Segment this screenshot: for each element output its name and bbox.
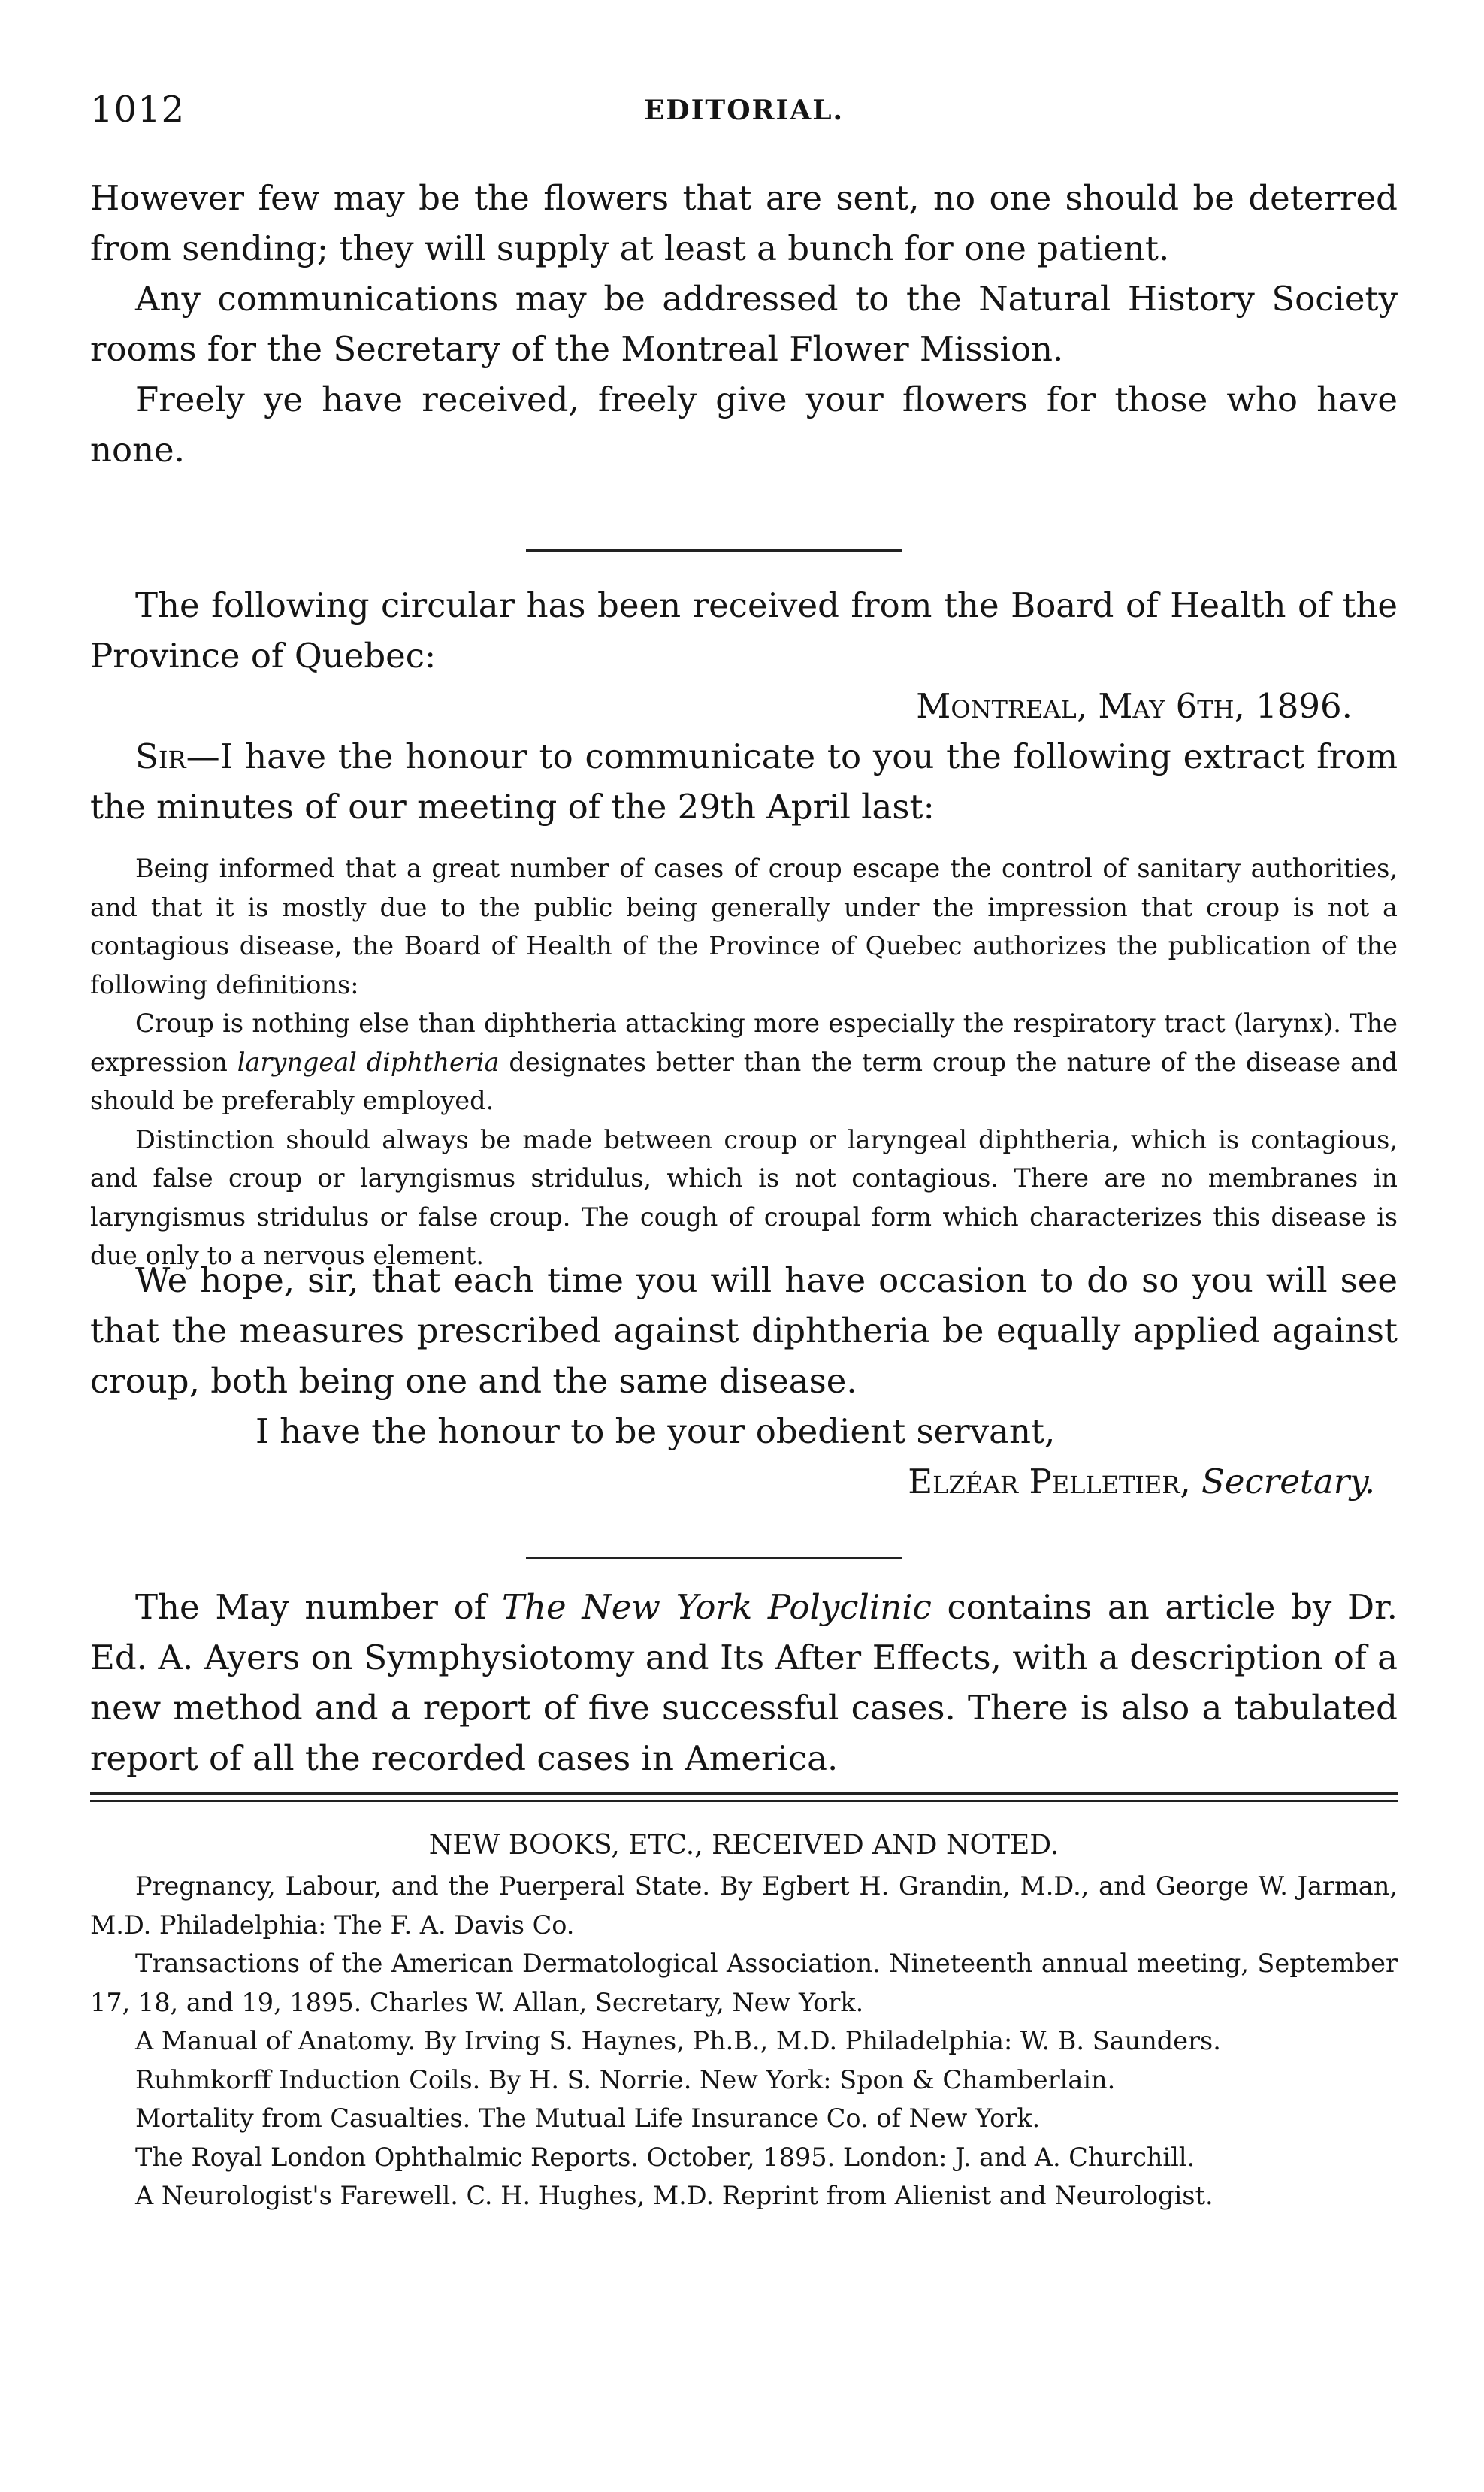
extract-paragraph [90, 1004, 1398, 1120]
section-heading: NEW BOOKS, ETC., RECEIVED AND NOTED. [428, 1830, 1059, 1861]
signature-name: Elzéar Pelletier, [908, 1462, 1191, 1502]
double-rule-bottom [90, 1800, 1398, 1802]
polyclinic-section [90, 1582, 1398, 1783]
paragraph: We hope, sir, that each time you will have occasion to do so you will see that the measures prescribed against diphtheria be equally applied against croup, both being one and the same disease. [90, 1260, 1398, 1401]
paragraph: However few may be the flowers that are sent, no one should be deterred from sending; they will supply at least a bunch for one patient. [90, 178, 1398, 268]
section-divider [526, 1557, 902, 1559]
paragraph: Freely ye have received, freely give your flowers for those who have none. [90, 380, 1398, 470]
circular-section [90, 580, 1398, 832]
paragraph [90, 1582, 1398, 1783]
page-number: 1012 [90, 89, 186, 131]
book-entry: Transactions of the American Dermatological Association. Nineteenth annual meeting, September 17, 18, and 19, 1895. Charles W. Allan, Secretary, New York. [90, 1949, 1398, 2017]
text: The May number of [135, 1587, 503, 1627]
book-entry: A Neurologist's Farewell. C. H. Hughes, M.D. Reprint from Alienist and Neurologist. [135, 2181, 1213, 2210]
page-header [90, 89, 1398, 134]
book-entry: Ruhmkorff Induction Coils. By H. S. Norrie. New York: Spon & Chamberlain. [135, 2064, 1116, 2094]
extract-paragraph: Distinction should always be made between croup or laryngeal diphtheria, which is contagious, and false croup or laryngismus stridulus, which is not contagious. There are no membranes in laryngismus stridulus or false croup. The cough of croupal form which characterizes this disease is due only to a nervous element. [90, 1124, 1398, 1270]
italic-term: laryngeal diphtheria [237, 1047, 500, 1077]
book-entry: The Royal London Ophthalmic Reports. October, 1895. London: J. and A. Churchill. [135, 2142, 1195, 2172]
text: designates better than the term croup the nature of the disease and should be preferably employed. [90, 1047, 1398, 1115]
book-entry: A Manual of Anatomy. By Irving S. Haynes, Ph.B., M.D. Philadelphia: W. B. Saunders. [135, 2026, 1221, 2055]
text: Croup is nothing else than diphtheria attacking more especially the respiratory tract (larynx). The expression [90, 1009, 1398, 1077]
signature [90, 1456, 1398, 1507]
flower-mission-section [90, 173, 1398, 475]
paragraph: Any communications may be addressed to the Natural History Society rooms for the Secretary of the Montreal Flower Mission. [90, 279, 1398, 369]
board-extract [90, 849, 1398, 1275]
valediction: I have the honour to be your obedient servant, [255, 1411, 1056, 1451]
salutation-text: —I have the honour to communicate to you the following extract from the minutes of our meeting of the 29th April last: [90, 736, 1398, 827]
signature-title: Secretary. [1201, 1462, 1375, 1502]
extract-paragraph: Being informed that a great number of cases of croup escape the control of sanitary authorities, and that it is mostly due to the public being generally under the impression that croup is not a contagious disease, the Board of Health of the Province of Quebec authorizes the publication of the following definitions: [90, 854, 1398, 1000]
running-title: EDITORIAL. [643, 95, 845, 126]
book-entry: Mortality from Casualties. The Mutual Life Insurance Co. of New York. [135, 2103, 1041, 2133]
new-books-section [90, 1825, 1398, 2215]
section-divider [526, 549, 902, 552]
text: contains an article by Dr. Ed. A. Ayers on Symphysiotomy and Its After Effects, with a description of a new method and a report of five successful cases. There is also a tabulated report of all the recorded cases in America. [90, 1587, 1398, 1778]
double-rule-top [90, 1792, 1398, 1795]
journal-title: The New York Polyclinic [502, 1587, 932, 1627]
paragraph: The following circular has been received from the Board of Health of the Province of Quebec: [90, 585, 1398, 676]
salutation-word: Sir [135, 736, 186, 776]
dateline: Montreal, May 6th, 1896. [916, 686, 1353, 726]
book-entry: Pregnancy, Labour, and the Puerperal State. By Egbert H. Grandin, M.D., and George W. Jarman, M.D. Philadelphia: The F. A. Davis Co. [90, 1871, 1398, 1940]
salutation [90, 731, 1398, 832]
circular-closing [90, 1255, 1398, 1507]
